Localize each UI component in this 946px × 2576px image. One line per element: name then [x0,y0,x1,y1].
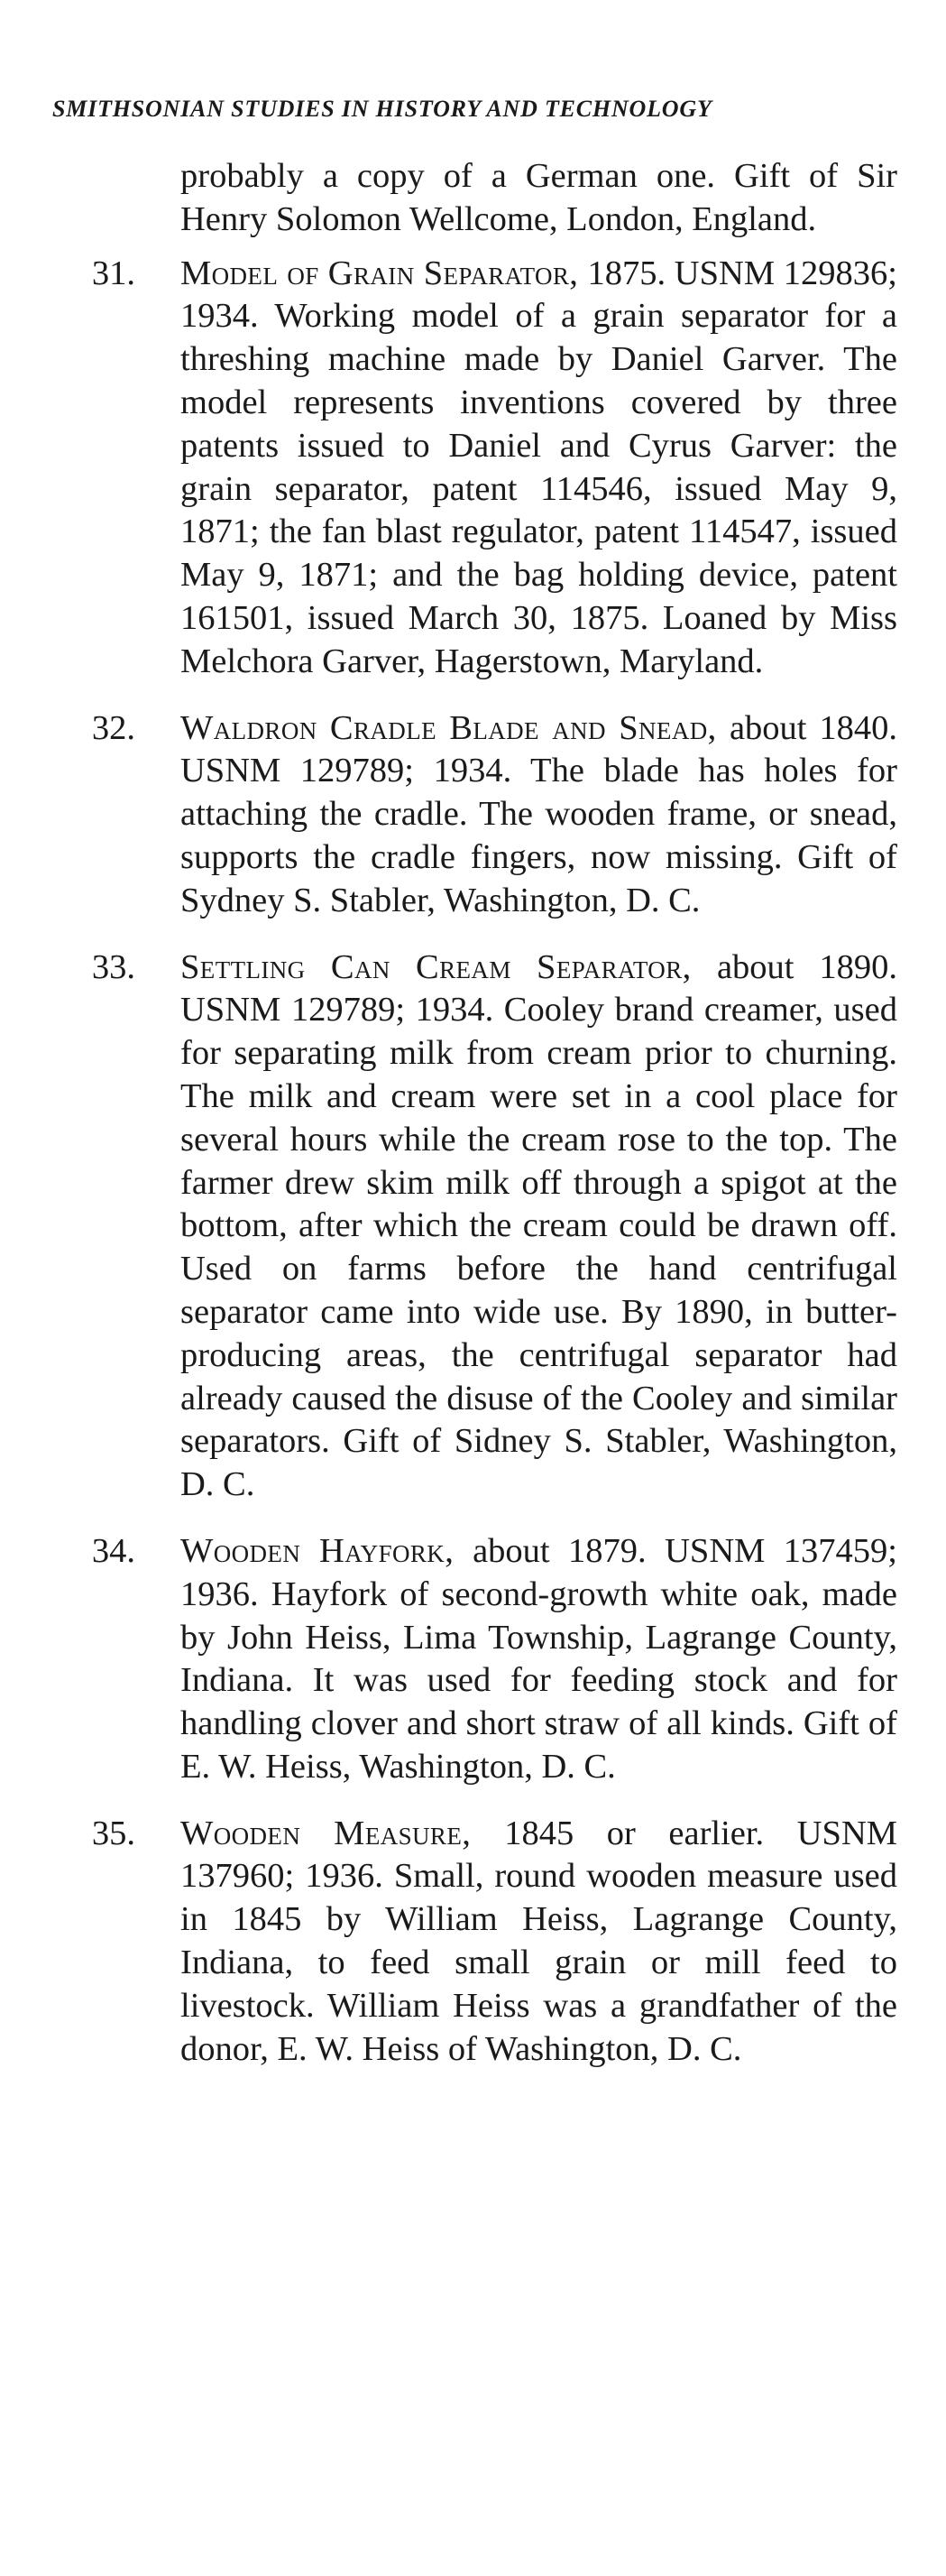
entry-body: about 1890. USNM 129789; 1934. Cooley brand creamer, used for separating milk from cream prior to churning. The milk and cream were set in a cool place for several hours while the cream rose to the top. The farmer drew skim milk off through a spigot at the bottom, after which the cream could be drawn off. Used on farms before the hand centrifugal separator came into wide use. By 1890, in butter-producing areas, the centrifugal separator had already caused the disuse of the Cooley and similar separators. Gift of Sidney S. Stabler, Washington, D. C. [180,947,897,1504]
entry-title: Wooden Hayfork, [180,1531,473,1570]
entry-title: Settling Can Cream Separator, [180,947,717,986]
entry-number: 34. [91,1531,135,1570]
catalog-entry-32 [54,707,897,923]
entry-number: 33. [91,947,135,986]
entry-title: Waldron Cradle Blade and Snead, [180,708,730,747]
entry-body: 1845 or earlier. USNM 137960; 1936. Small, round wooden measure used in 1845 by William Heiss, Lagrange County, Indiana, to feed small grain or mill feed to livestock. William Heiss was a grandfather of the donor, E. W. Heiss of Washington, D. C. [180,1814,897,2068]
catalog-entry-34 [54,1530,897,1789]
continued-entry-text: probably a copy of a German one. Gift of Sir Henry Solomon Wellcome, London, England. [180,157,897,238]
catalog-entry-33 [54,946,897,1507]
entry-number: 35. [91,1814,135,1852]
entry-number: 31. [91,254,135,292]
entry-body: about 1879. USNM 137459; 1936. Hayfork of second-growth white oak, made by John Heiss, Lima Township, Lagrange County, Indiana. It was used for feeding stock and for handling clover and short straw of all kinds. Gift of E. W. Heiss, Washington, D. C. [180,1531,897,1786]
entry-title: Wooden Measure, [180,1814,505,1852]
entry-number: 32. [91,708,135,747]
entry-title: Model of Grain Separator, [180,254,588,292]
running-head: SMITHSONIAN STUDIES IN HISTORY AND TECHNOLOGY [52,96,712,122]
entry-body: about 1840. USNM 129789; 1934. The blade has holes for attaching the cradle. The wooden frame, or snead, supports the cradle fingers, now missing. Gift of Sydney S. Stabler, Washington, D. C. [180,708,897,919]
catalog-entry-31 [54,253,897,684]
catalog-entry-35 [54,1813,897,2072]
entry-body: 1875. USNM 129836; 1934. Working model of a grain separator for a threshing machine made by Daniel Garver. The model represents inventions covered by three patents issued to Daniel and Cyrus Garver: the grain separator, patent 114546, issued May 9, 1871; the fan blast regulator, patent 114547, issued May 9, 1871; and the bag holding device, patent 161501, issued March 30, 1875. Loaned by Miss Melchora Garver, Hagerstown, Maryland. [180,254,897,680]
catalog-text [54,155,897,2094]
